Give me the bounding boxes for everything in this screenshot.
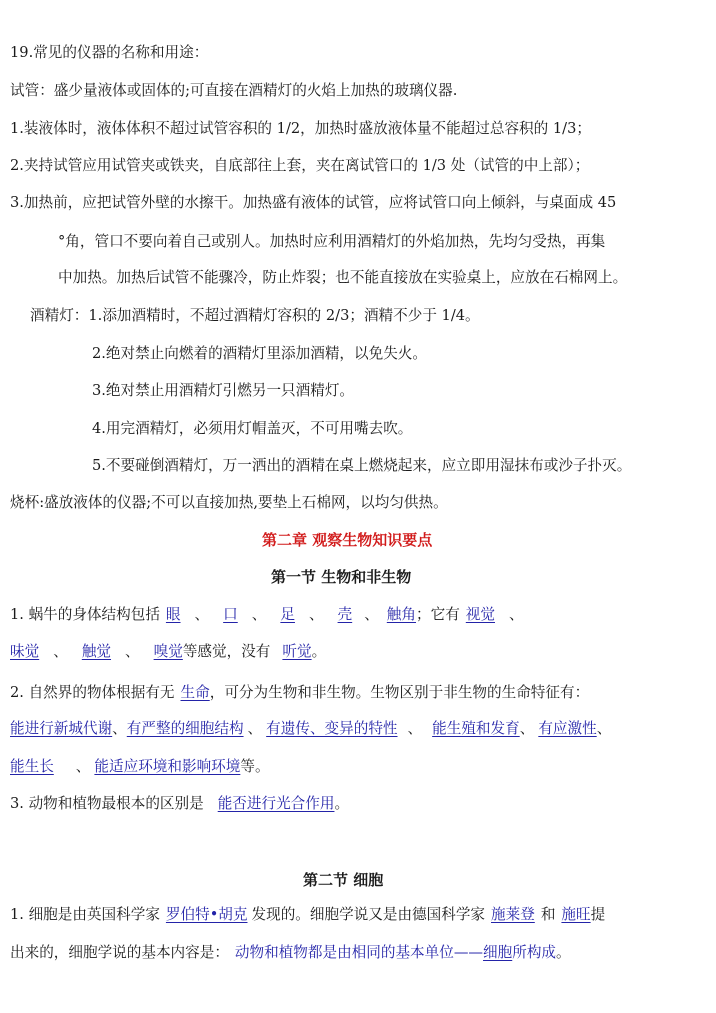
section-1-title: 第一节 生物和非生物	[271, 568, 412, 586]
test-tube-intro: 试管：盛少量液体或固体的;可直接在酒精灯的火焰上加热的玻璃仪器.	[10, 82, 458, 99]
answer-cell-theory: 动物和植物都是由相同的基本单位——细胞所构成	[234, 944, 557, 961]
question-2-traits-1: 能进行新城代谢、有严整的细胞结构 、 有遗传、变异的特性 、 能生殖和发育、 有应激性、	[10, 720, 612, 737]
alcohol-lamp-item-2: 2.绝对禁止向燃着的酒精灯里添加酒精，以免失火。	[92, 345, 427, 362]
test-tube-point-2: 2.夹持试管应用试管夹或铁夹，自底部往上套，夹在离试管口的 1/3 处（试管的中上部）；	[10, 157, 590, 174]
answer-absent-hearing: 听觉	[282, 643, 312, 660]
alcohol-lamp-item-3: 3.绝对禁止用酒精灯引燃另一只酒精灯。	[92, 382, 355, 399]
trait-metabolism: 能进行新城代谢	[10, 720, 113, 737]
answer-scientist-1: 施莱登	[491, 906, 535, 923]
answer-sense-vision: 视觉	[465, 606, 495, 623]
trait-adaptation: 能适应环境和影响环境	[94, 758, 241, 775]
alcohol-lamp-item-1: 酒精灯：1.添加酒精时，不超过酒精灯容积的 2/3；酒精不少于 1/4。	[30, 307, 480, 324]
beaker-note: 烧杯:盛放液体的仪器;不可以直接加热,要垫上石棉网，以均匀供热。	[10, 494, 448, 511]
alcohol-lamp-item-5: 5.不要碰倒酒精灯，万一洒出的酒精在桌上燃烧起来，应立即用湿抹布或沙子扑灭。	[92, 457, 632, 474]
cell-question-1: 1. 细胞是由英国科学家 罗伯特•胡克 发现的。细胞学说又是由德国科学家 施莱登 和 施旺提	[10, 906, 606, 923]
trait-reproduction: 能生殖和发育	[432, 720, 520, 737]
question-1: 1. 蜗牛的身体结构包括 眼 、 口 、 足 、 壳 、 触角；它有 视觉 、	[10, 606, 524, 623]
answer-part-foot: 足	[280, 606, 295, 623]
answer-sense-touch: 触觉	[81, 643, 112, 660]
answer-part-tentacle: 触角	[386, 606, 416, 623]
answer-life: 生命	[180, 684, 210, 701]
answer-photosynthesis: 能否进行光合作用	[217, 795, 335, 812]
alcohol-lamp-item-4: 4.用完酒精灯，必须用灯帽盖灭，不可用嘴去吹。	[92, 420, 413, 437]
trait-cell-structure: 有严整的细胞结构	[126, 720, 244, 737]
answer-part-shell: 壳	[337, 606, 353, 623]
instruments-title: 19.常见的仪器的名称和用途：	[10, 44, 209, 61]
alcohol-lamp-label: 酒精灯：	[30, 307, 89, 324]
test-tube-point-1: 1.装液体时，液体体积不超过试管容积的 1/2，加热时盛放液体量不能超过总容积的 1/3；	[10, 120, 591, 137]
trait-heredity: 有遗传、变异的特性	[266, 720, 398, 737]
trait-growth: 能生长	[10, 758, 54, 775]
answer-part-eye: 眼	[165, 606, 181, 623]
test-tube-point-3c: 中加热。加热后试管不能骤冷，防止炸裂；也不能直接放在实验桌上，应放在石棉网上。	[58, 269, 628, 286]
trait-irritability: 有应激性	[538, 720, 597, 737]
question-1-cont: 味觉 、 触觉 、 嗅觉等感觉，没有 听觉。	[10, 643, 327, 660]
question-2: 2. 自然界的物体根据有无 生命，可分为生物和非生物。生物区别于非生物的生命特征有：	[10, 684, 590, 701]
question-2-traits-2: 能生长 、 能适应环境和影响环境等。	[10, 758, 270, 775]
answer-part-mouth: 口	[223, 606, 238, 623]
chapter-title: 第二章 观察生物知识要点	[262, 531, 433, 549]
question-3: 3. 动物和植物最根本的区别是 能否进行光合作用。	[10, 795, 350, 812]
answer-sense-taste: 味觉	[10, 643, 40, 660]
answer-scientist-2: 施旺	[561, 906, 591, 923]
answer-discoverer: 罗伯特•胡克	[165, 906, 248, 923]
test-tube-point-3a: 3.加热前，应把试管外壁的水擦干。加热盛有液体的试管，应将试管口向上倾斜，与桌面成 45	[10, 194, 617, 211]
cell-question-1-cont: 出来的，细胞学说的基本内容是： 动物和植物都是由相同的基本单位——细胞所构成。	[10, 944, 571, 961]
test-tube-point-3b: °角，管口不要向着自己或别人。加热时应利用酒精灯的外焰加热，先均匀受热，再集	[58, 233, 606, 250]
section-2-title: 第二节 细胞	[303, 871, 384, 889]
answer-sense-smell: 嗅觉	[153, 643, 183, 660]
